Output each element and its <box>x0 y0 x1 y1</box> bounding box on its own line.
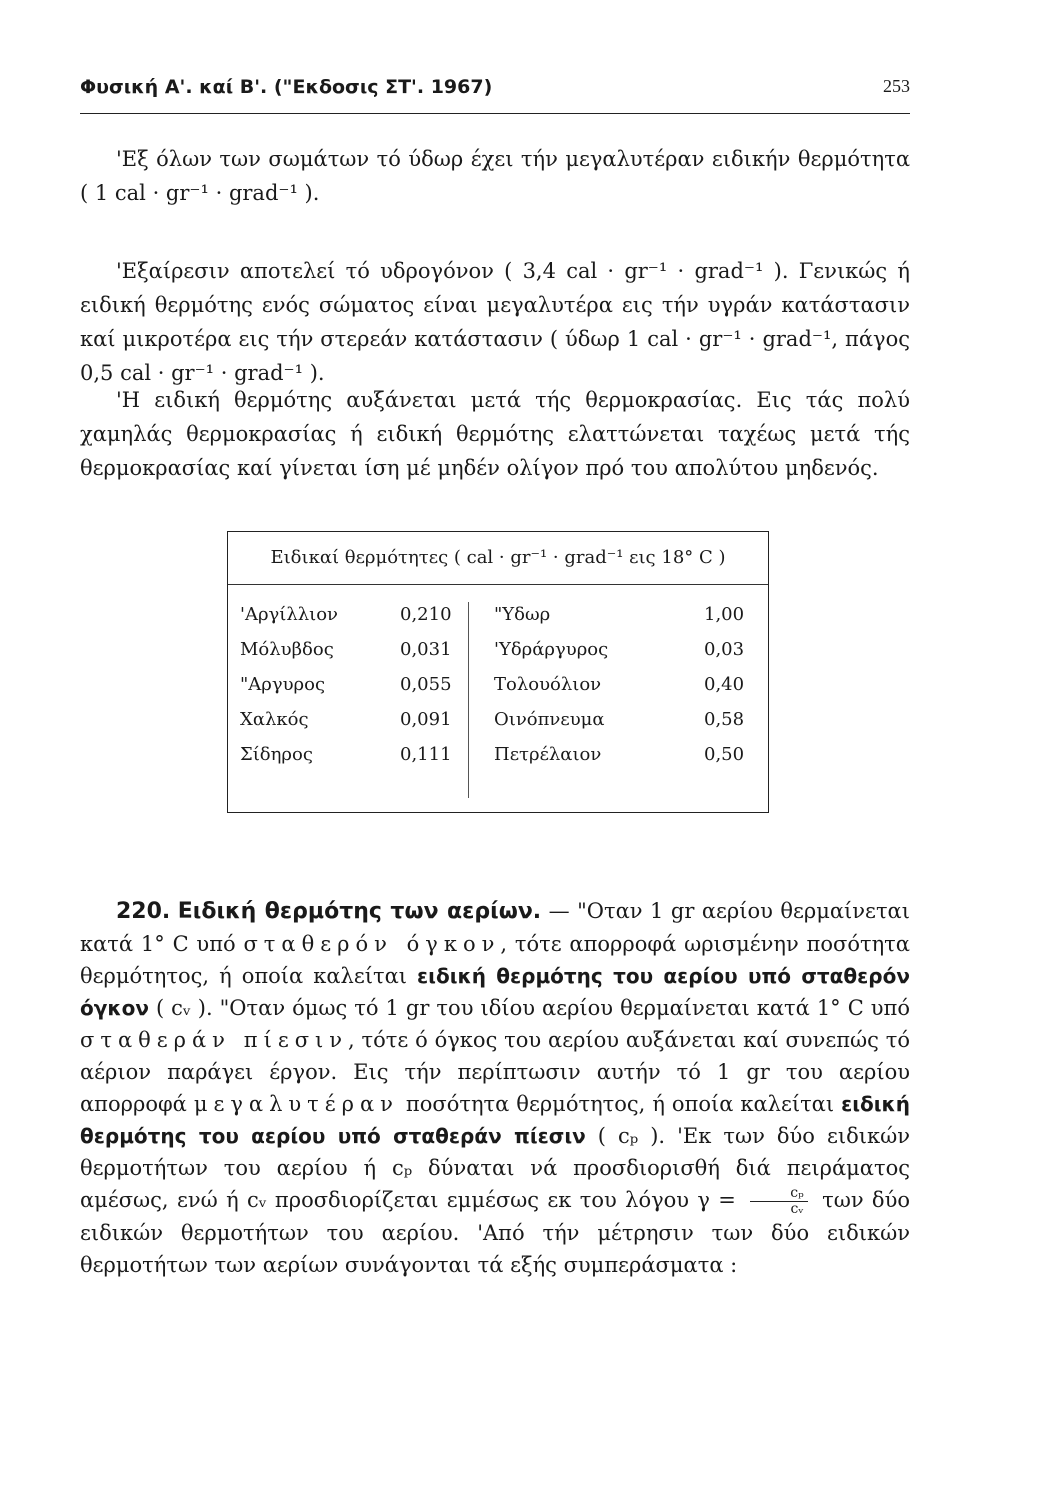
emphasis-spaced: σταθεράν πίεσιν <box>80 1028 349 1052</box>
section-text: , τότε ό όγκος του αερίου αυξάνεται καί συνεπώς τό αέριον παράγει έργον. Εις τήν περίπτωσιν αυτήν τό 1 gr του αερίου απορροφά <box>80 1028 910 1116</box>
section-text: ( cᵥ ). "Οταν όμως τό 1 gr του ιδίου αερίου θερμαίνεται κατά 1° C υπό <box>155 996 910 1020</box>
substance-name: "Υδωρ <box>494 604 551 625</box>
substance-name: 'Αργίλλιον <box>240 604 338 625</box>
section-text: των δύο ειδικών θερμοτήτων του αερίου. 'Από τήν μέτρησιν των δύο ειδικών θερμοτήτων των αερίων συνάγονται τά εξής συμπεράσματα : <box>80 1188 910 1277</box>
header-rule <box>80 113 910 114</box>
paragraph-water-specific-heat: 'Εξ όλων των σωμάτων τό ύδωρ έχει τήν μεγαλυτέραν ειδικήν θερμότητα ( 1 cal · gr⁻¹ · grad⁻¹ ). <box>80 147 910 205</box>
substance-value: 0,50 <box>704 744 745 765</box>
substance-name: Οινόπνευμα <box>494 709 605 730</box>
section-text: — "Οταν 1 gr αερίου θερμαίνεται κατά 1° C υπό <box>80 899 910 956</box>
section-text: ποσότητα θερμότητος, ή οποία καλείται <box>405 1092 835 1116</box>
running-header <box>80 76 910 106</box>
running-title: Φυσική Α'. καί Β'. ("Εκδοσις ΣΤ'. 1967) <box>80 76 493 98</box>
substance-name: Μόλυβδος <box>240 639 334 660</box>
substance-value: 0,210 <box>400 604 452 625</box>
substance-name: Πετρέλαιον <box>494 744 602 765</box>
substance-value: 0,03 <box>704 639 745 660</box>
substance-name: Σίδηρος <box>240 744 313 765</box>
section-text: ( cₚ ). 'Εκ των δύο ειδικών θερμοτήτων του αερίου ή cₚ δύναται νά προσδιορισθή διά πειράματος αμέσως, ενώ ή cᵥ προσδιορίζεται εμμέσως εκ του λόγου γ = <box>80 1124 910 1212</box>
section-220 <box>80 895 910 1281</box>
substance-value: 0,58 <box>704 709 745 730</box>
ratio-fraction <box>750 1186 807 1217</box>
term-bold: ειδική θερμότης του αερίου υπό σταθερόν όγκον <box>80 964 910 1020</box>
page-number: 253 <box>883 76 910 96</box>
substance-value: 0,055 <box>400 674 452 695</box>
substance-name: Τολουόλιον <box>494 674 602 695</box>
substance-value: 0,40 <box>704 674 745 695</box>
substance-value: 0,031 <box>400 639 452 660</box>
specific-heat-table <box>227 531 769 813</box>
table-title: Ειδικαί θερμότητες ( cal · gr⁻¹ · grad⁻¹ εις 18° C ) <box>228 532 768 585</box>
emphasis-spaced: μεγαλυτέραν <box>193 1092 399 1116</box>
fraction-numerator: cₚ <box>750 1186 807 1202</box>
fraction-denominator: cᵥ <box>790 1201 804 1217</box>
substance-value: 1,00 <box>704 604 745 625</box>
substance-name: 'Υδράργυρος <box>494 639 609 660</box>
term-bold: ειδική θερμότης του αερίου υπό σταθεράν πίεσιν <box>80 1092 910 1148</box>
substance-value: 0,111 <box>400 744 452 765</box>
substance-value: 0,091 <box>400 709 452 730</box>
section-number: 220. <box>116 899 171 924</box>
paragraph-temperature-dependence: 'Η ειδική θερμότης αυξάνεται μετά τής θερμοκρασίας. Εις τάς πολύ χαμηλάς θερμοκρασίας ή ειδική θερμότης ελαττώνεται ταχέως μετά τής θερμοκρασίας καί γίνεται ίση μέ μηδέν ολίγον πρό του απολύτου μηδενός. <box>80 388 910 480</box>
table-column-divider <box>468 602 469 798</box>
substance-name: Χαλκός <box>240 709 309 730</box>
section-heading: Ειδική θερμότης των αερίων. <box>177 899 542 924</box>
section-text: , τότε απορροφά ωρισμένην ποσότητα θερμότητος, ή οποία καλείται <box>80 932 910 988</box>
emphasis-spaced: σταθερόν όγκον <box>243 932 501 956</box>
substance-name: "Αργυρος <box>240 674 326 695</box>
paragraph-hydrogen-exception: 'Εξαίρεσιν αποτελεί τό υδρογόνον ( 3,4 cal · gr⁻¹ · grad⁻¹ ). Γενικώς ή ειδική θερμότης ενός σώματος είναι μεγαλυτέρα εις τήν υγράν κατάστασιν καί μικροτέρα εις τήν στερεάν κατάστασιν ( ύδωρ 1 cal · gr⁻¹ · grad⁻¹, πάγος 0,5 cal · gr⁻¹ · grad⁻¹ ). <box>80 259 910 385</box>
